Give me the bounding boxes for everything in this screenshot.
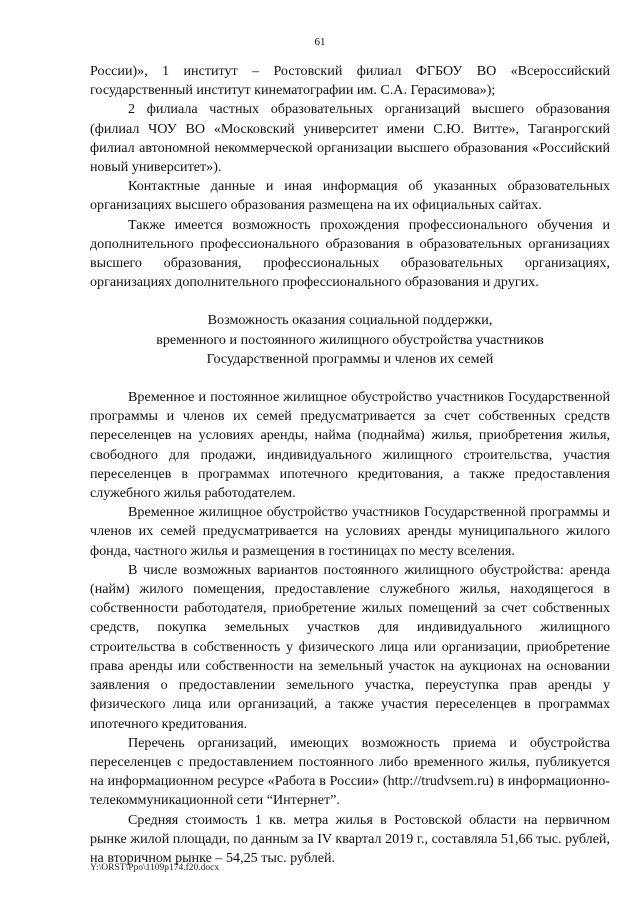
- section-title-line: Возможность оказания социальной поддержки,: [207, 312, 493, 329]
- paragraph-temporary-housing: Временное жилищное обустройство участников Государственной программы и членов их семей предусматривается на условиях аренды муниципального жилого фонда, частного жилья и размещения в гостиницах по месту вселения.: [90, 504, 610, 559]
- paragraph-professional-training: Также имеется возможность прохождения профессионального обучения и дополнительного профессионального образования в образовательных организациях высшего образования, профессиональных образовательных организациях, организациях дополнительного профессионального образования и других.: [90, 216, 610, 291]
- section-title: [90, 311, 610, 369]
- section-title-line: Государственной программы и членов их семей: [206, 350, 494, 367]
- document-body: [90, 62, 610, 868]
- paragraph-private-branches: 2 филиала частных образовательных организаций высшего образования (филиал ЧОУ ВО «Московский университет имени С.Ю. Витте», Таганрогский филиал автономной некоммерческой организации высшего образования «Российский новый университет»).: [90, 101, 610, 176]
- paragraph-continuation: России)», 1 институт – Ростовский филиал ФГБОУ ВО «Всероссийский государственный институт кинематографии им. С.А. Герасимова»);: [90, 63, 610, 99]
- paragraph-organizations-list: Перечень организаций, имеющих возможность приема и обустройства переселенцев с предоставлением постоянного либо временного жилья, публикуется на информационном ресурсе «Работа в России» (http://trudvsem.ru) в информационно-телекоммуникационной сети “Интернет”.: [90, 734, 610, 809]
- page-number: 61: [314, 36, 326, 48]
- paragraph-contacts: Контактные данные и иная информация об указанных образовательных организациях высшего образования размещена на их официальных сайтах.: [90, 178, 610, 214]
- paragraph-average-cost: Средняя стоимость 1 кв. метра жилья в Ростовской области на первичном рынке жилой площади, по данным за IV квартал 2019 г., составляла 51,66 тыс. рублей, на вторичном рынке – 54,25 тыс. рублей.: [90, 811, 610, 866]
- paragraph-permanent-housing-options: В числе возможных вариантов постоянного жилищного обустройства: аренда (найм) жилого помещения, предоставление служебного жилья, находящегося в собственности работодателя, приобретение жилых помещений за счет собственных средств, покупка земельных участков для индивидуального жилищного строительства в собственность у физического лица или организации, приобретение права аренды или собственности на земельный участок на аукционах на основании заявления о предоставлении земельного участка, переуступка прав аренды у физического лица или организаций, а также участия переселенцев в программах ипотечного кредитования.: [90, 561, 610, 732]
- section-title-line: временного и постоянного жилищного обустройства участников: [156, 331, 544, 348]
- footer-file-path: Y:\ORST\Ppo\1109p174.f20.docx: [90, 863, 220, 873]
- paragraph-housing-overview: Временное и постоянное жилищное обустройство участников Государственной программы и членов их семей предусматривается за счет собственных средств переселенцев на условиях аренды, найма (поднайма) жилья, приобретения жилья, свободного для продажи, индивидуального жилищного строительства, участия переселенцев в программах ипотечного кредитования, а также предоставления служебного жилья работодателем.: [90, 389, 610, 502]
